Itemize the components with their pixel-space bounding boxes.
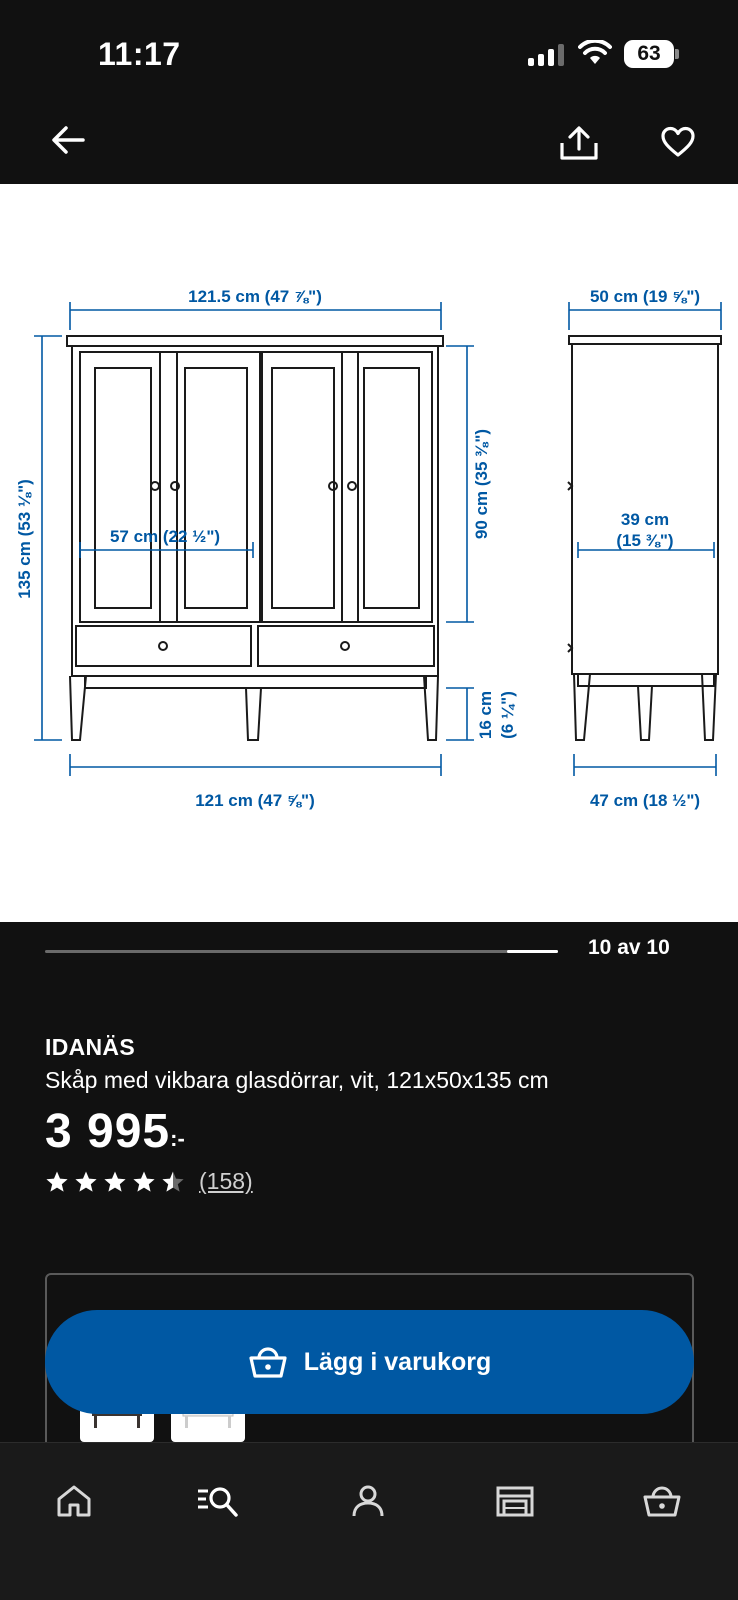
- product-rating[interactable]: [45, 1168, 695, 1195]
- dim-height: 135 cm (53 ⅛"): [15, 479, 34, 599]
- dim-inner-depth-1: 39 cm: [620, 510, 670, 529]
- dim-depth: 50 cm (19 ⅝"): [589, 287, 701, 306]
- product-image[interactable]: [0, 184, 738, 922]
- tab-store[interactable]: [485, 1471, 545, 1531]
- dim-door-height: 90 cm (35 ⅜"): [472, 428, 491, 540]
- tab-home[interactable]: [44, 1471, 104, 1531]
- image-counter: 10 av 10: [588, 936, 670, 959]
- star-icon: [132, 1170, 156, 1194]
- product-header: [0, 110, 738, 184]
- dim-leg-height-2: (6 ¼"): [498, 691, 517, 739]
- carousel-progress: [507, 950, 558, 953]
- share-icon: [559, 125, 599, 161]
- signal-icon: [528, 44, 570, 71]
- add-to-cart-button[interactable]: [45, 1310, 694, 1414]
- basket-icon: [248, 1345, 288, 1379]
- dim-inner-depth-2: (15 ⅜"): [616, 531, 674, 550]
- store-icon: [495, 1484, 535, 1518]
- dim-bottom-depth: 47 cm (18 ½"): [589, 791, 701, 810]
- battery-level: 63: [637, 42, 661, 65]
- product-price: [45, 1104, 695, 1160]
- home-icon: [56, 1484, 92, 1518]
- dim-inner-width: 57 cm (22 ½"): [109, 527, 221, 546]
- tab-profile[interactable]: [338, 1471, 398, 1531]
- price-value: 3 995: [45, 1105, 171, 1158]
- dim-leg-height-1: 16 cm: [476, 690, 495, 740]
- heart-icon: [660, 126, 696, 158]
- price-suffix: :-: [170, 1126, 185, 1151]
- star-icon: [161, 1170, 185, 1194]
- back-button[interactable]: [48, 120, 88, 160]
- tab-search[interactable]: [188, 1471, 248, 1531]
- wifi-icon: [578, 40, 612, 71]
- star-icon: [103, 1170, 127, 1194]
- product-name: IDANÄS: [45, 1034, 135, 1060]
- status-time: 11:17: [98, 36, 181, 72]
- carousel-track[interactable]: [45, 950, 558, 953]
- tab-cart[interactable]: [632, 1471, 692, 1531]
- search-icon: [196, 1484, 240, 1518]
- image-carousel-indicator: [0, 922, 738, 982]
- product-info: [45, 1034, 695, 1195]
- bottom-tab-bar: [0, 1442, 738, 1600]
- favorite-button[interactable]: [656, 120, 700, 164]
- star-icon: [74, 1170, 98, 1194]
- status-bar: [0, 0, 738, 110]
- rating-stars: [45, 1170, 185, 1194]
- product-description: Skåp med vikbara glasdörrar, vit, 121x50x135 cm: [45, 1067, 549, 1093]
- dim-bottom-width: 121 cm (47 ⅝"): [195, 791, 315, 810]
- basket-icon: [642, 1484, 682, 1518]
- share-button[interactable]: [556, 120, 602, 166]
- dimension-drawing: [0, 184, 738, 922]
- arrow-left-icon: [51, 125, 85, 155]
- review-count-link[interactable]: (158): [199, 1168, 253, 1194]
- user-icon: [351, 1484, 385, 1518]
- star-icon: [45, 1170, 69, 1194]
- battery-indicator: [624, 40, 674, 68]
- battery-tip: [675, 49, 679, 59]
- dim-top-width: 121.5 cm (47 ⅞"): [188, 287, 322, 306]
- add-to-cart-label: Lägg i varukorg: [303, 1347, 492, 1376]
